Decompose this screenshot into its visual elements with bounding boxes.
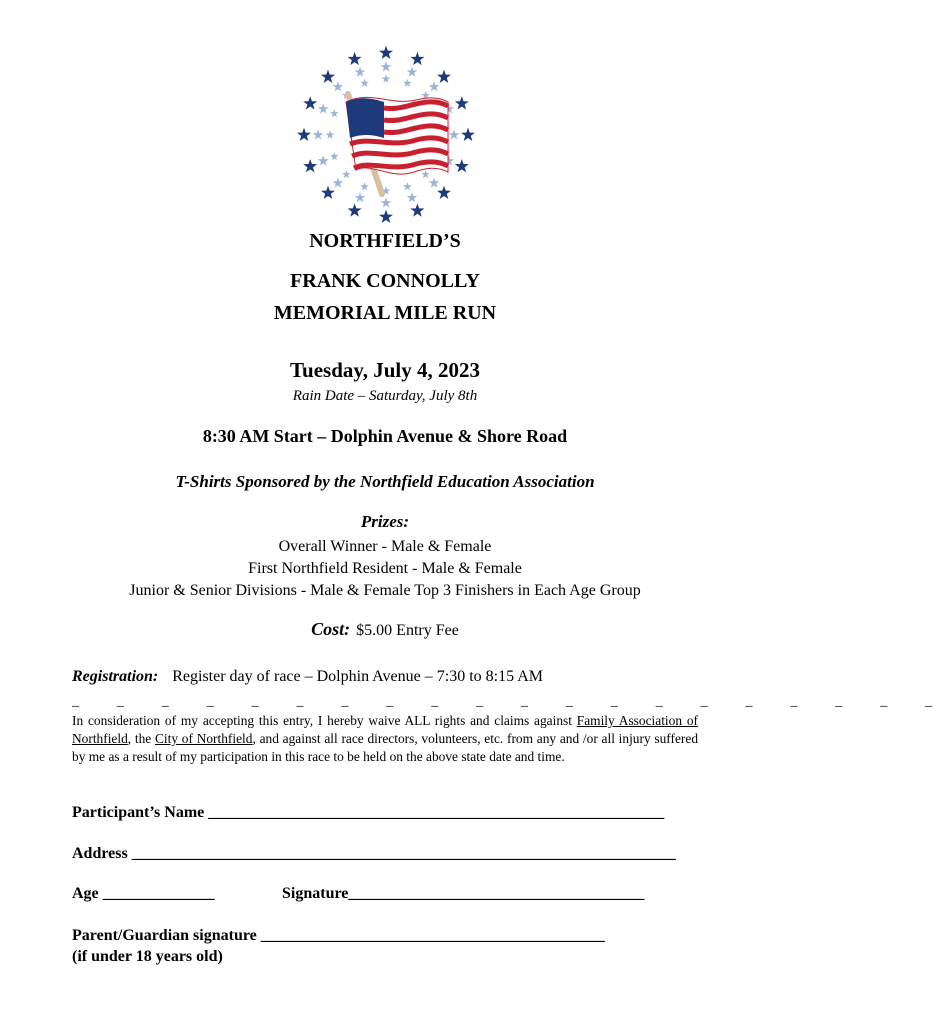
event-date: Tuesday, July 4, 2023 [289,358,481,382]
star-icon [355,192,366,202]
star-icon [461,128,475,141]
star-icon [429,81,440,91]
cost-value: $5.00 Entry Fee [356,622,459,639]
prizes-heading: Prizes: [360,512,410,531]
star-icon [437,70,451,83]
star-icon [403,79,412,87]
address-field[interactable]: Address ____________________________________________________________________ [72,845,676,862]
cut-line: _ _ _ _ _ _ _ _ _ _ _ _ _ _ _ _ _ _ _ _ [72,694,949,709]
star-icon [348,52,362,65]
star-icon [410,52,424,65]
star-icon [321,70,335,83]
star-icon [355,67,366,77]
star-icon [303,159,317,172]
participant-name-field[interactable]: Participant’s Name _________________________________________________________ [72,804,665,821]
cost-line [0,619,770,640]
star-icon [360,182,369,190]
star-icon [360,79,369,87]
flag-stars-logo [296,46,476,224]
star-icon [407,67,418,77]
star-icon [330,109,339,117]
star-icon [333,81,344,91]
waiver-org-name: Family Association of Northfield [72,713,698,746]
star-icon [379,46,393,59]
guardian-note: (if under 18 years old) [72,948,223,965]
star-icon [318,103,329,113]
waiver-city-name: City of Northfield [154,731,253,746]
prize-item: First Northfield Resident - Male & Female [248,560,522,577]
star-icon [429,178,440,188]
waiver-part: , and against all race directors, volunteers, etc. from any and /or all injury suffered by me as a result of my participation in this race to be held on the above state date and time. [72,731,699,764]
star-icon [382,74,391,82]
star-icon [330,152,339,160]
star-icon [313,129,324,139]
star-icon [410,203,424,216]
star-icon [449,129,460,139]
star-icon [348,203,362,216]
star-icon [455,96,469,109]
star-icon [403,182,412,190]
star-icon [342,170,351,178]
star-icon [455,159,469,172]
star-icon [326,130,335,138]
waiver-part: , the [127,731,155,746]
signature-field[interactable]: Signature_____________________________________ [282,885,645,902]
star-icon [421,170,430,178]
star-icon [379,210,393,223]
title-line-1: NORTHFIELD’S [309,230,461,252]
title-line-2: FRANK CONNOLLY [290,270,480,292]
star-icon [303,96,317,109]
registration-text: Register day of race – Dolphin Avenue – 7:30 to 8:15 AM [172,668,543,685]
prize-item: Overall Winner - Male & Female [278,538,492,555]
star-icon [321,186,335,199]
start-info: 8:30 AM Start – Dolphin Avenue & Shore Road [202,426,568,446]
prize-item: Junior & Senior Divisions - Male & Female Top 3 Finishers in Each Age Group [129,582,641,599]
guardian-signature-field[interactable]: Parent/Guardian signature ___________________________________________ [72,927,605,944]
rain-date: Rain Date – Saturday, July 8th [292,388,478,404]
waiver-part: In consideration of my accepting this entry, I hereby waive ALL rights and claims against [72,713,577,728]
age-field[interactable]: Age ______________ [72,885,215,902]
title-line-3: MEMORIAL MILE RUN [273,302,497,324]
waiver-text [72,712,698,766]
star-icon [437,186,451,199]
star-icon [381,61,392,71]
star-icon [333,178,344,188]
star-icon [381,197,392,207]
registration-label: Registration: [72,668,159,685]
cost-label: Cost: [311,619,351,639]
registration-line [72,668,543,686]
sponsor-line: T-Shirts Sponsored by the Northfield Education Association [175,472,595,491]
star-icon [407,192,418,202]
star-icon [318,155,329,165]
star-icon [297,128,311,141]
